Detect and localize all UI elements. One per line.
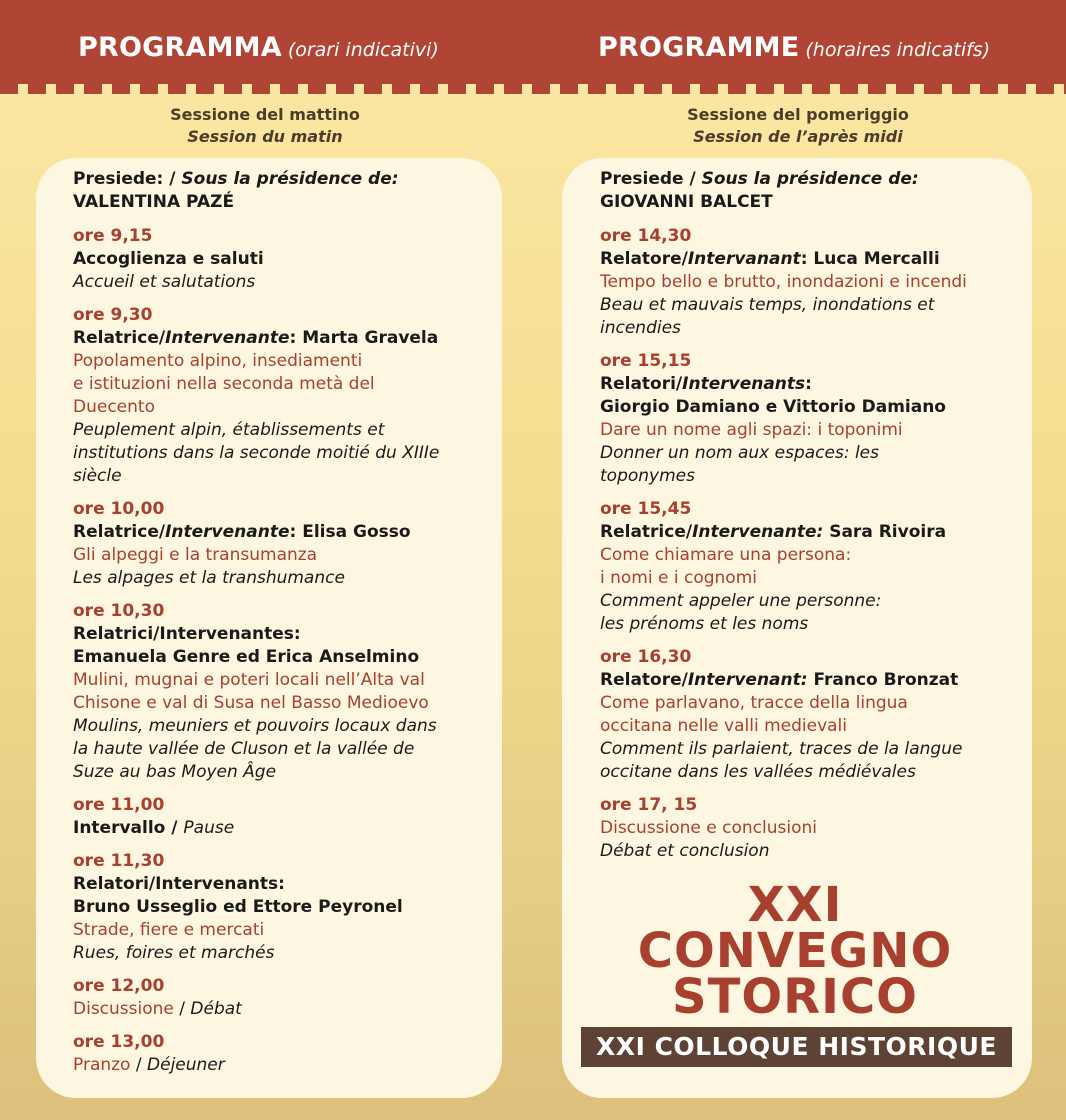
program-item	[600, 350, 1020, 488]
item-speakers: Giorgio Damiano e Vittorio Damiano	[600, 397, 946, 417]
item-speaker: Relatrice/Intervenante: Sara Rivoira	[600, 522, 947, 542]
presides-fr: Sous la présidence de:	[701, 169, 919, 189]
morning-program	[73, 168, 493, 1087]
item-speaker: Relatrice/Intervenante: Marta Gravela	[73, 328, 439, 348]
program-item	[73, 225, 493, 294]
item-title-it: Gli alpeggi e la transumanza	[73, 545, 318, 565]
item-time: ore 17, 15	[600, 795, 698, 815]
item-time: ore 13,00	[73, 1032, 165, 1052]
program-item	[73, 794, 493, 840]
program-item	[73, 850, 493, 965]
item-time: ore 11,00	[73, 795, 165, 815]
item-title-it: Popolamento alpino, insediamenti	[73, 351, 363, 371]
morning-session-title	[65, 104, 465, 148]
item-title-fr: incendies	[600, 318, 681, 338]
item-title-it: Chisone e val di Susa nel Basso Medioevo	[73, 693, 429, 713]
item-time: ore 10,00	[73, 499, 165, 519]
program-item	[600, 498, 1020, 636]
presides-it: Presiede: /	[73, 169, 182, 189]
presides-fr: Sous la présidence de:	[181, 169, 399, 189]
item-time: ore 11,30	[73, 851, 165, 871]
item-title-it: Dare un nome agli spazi: i toponimi	[600, 420, 903, 440]
item-title: Accoglienza e saluti	[73, 249, 264, 269]
item-speaker: Relatore/Intervanant: Luca Mercalli	[600, 249, 940, 269]
item-title-it: e istituzioni nella seconda metà del	[73, 374, 375, 394]
item-title-it: Come parlavano, tracce della lingua	[600, 693, 908, 713]
item-time: ore 9,30	[73, 305, 153, 325]
item-title-it: Strade, fiere e mercati	[73, 920, 265, 940]
programme-title	[598, 32, 990, 63]
program-item	[600, 794, 1020, 863]
program-item	[73, 975, 493, 1021]
item-time: ore 9,15	[73, 226, 153, 246]
event-title-line2: CONVEGNO	[637, 923, 953, 979]
item-speaker: Relatore/Intervenant: Franco Bronzat	[600, 670, 959, 690]
item-title-fr: siècle	[73, 466, 122, 486]
item-speakers: Bruno Usseglio ed Ettore Peyronel	[73, 897, 403, 917]
item-fr: Accueil et salutations	[73, 272, 256, 292]
program-item	[73, 498, 493, 590]
item-title-fr: Comment ils parlaient, traces de la langue	[600, 739, 963, 759]
event-title-line1: XXI	[747, 877, 843, 933]
item-time: ore 14,30	[600, 226, 692, 246]
item-role: Relatori/Intervenants:	[600, 374, 812, 394]
item-title-fr: Suze au bas Moyen Âge	[73, 762, 277, 782]
item-title-fr: toponymes	[600, 466, 695, 486]
program-item	[600, 646, 1020, 784]
item-title-it: Duecento	[73, 397, 155, 417]
banner-crenellation	[0, 84, 1066, 94]
item-title-fr: Comment appeler une personne:	[600, 591, 882, 611]
afternoon-session-title	[598, 104, 998, 148]
item-discussion: Discussione / Débat	[73, 999, 242, 1019]
item-title-fr: Débat et conclusion	[600, 841, 770, 861]
item-title-it: Mulini, mugnai e poteri locali nell’Alta val	[73, 670, 425, 690]
president-name: GIOVANNI BALCET	[600, 192, 773, 212]
program-item	[600, 225, 1020, 340]
session-fr: Session de l’après midi	[693, 127, 903, 146]
item-title-fr: Beau et mauvais temps, inondations et	[600, 295, 935, 315]
event-title	[590, 877, 1000, 1025]
item-time: ore 12,00	[73, 976, 165, 996]
item-speakers: Emanuela Genre ed Erica Anselmino	[73, 647, 420, 667]
item-time: ore 15,45	[600, 499, 692, 519]
item-title-fr: Donner un nom aux espaces: les	[600, 443, 879, 463]
item-title-fr: institutions dans la seconde moitié du XIIIe	[73, 443, 440, 463]
afternoon-program	[600, 168, 1020, 873]
item-title-fr: Moulins, meuniers et pouvoirs locaux dans	[73, 716, 437, 736]
item-role: Relatori/Intervenants:	[73, 874, 285, 894]
programme-heading: PROGRAMME	[598, 32, 800, 63]
program-item	[73, 304, 493, 488]
item-role: Relatrici/Intervenantes:	[73, 624, 301, 644]
president-name: VALENTINA PAZÉ	[73, 192, 235, 212]
item-title-it: Come chiamare una persona:	[600, 545, 852, 565]
afternoon-presidency	[600, 168, 1020, 214]
programma-title	[78, 32, 439, 63]
morning-presidency	[73, 168, 493, 214]
item-title-fr: les prénoms et les noms	[600, 614, 809, 634]
programma-subheading: (orari indicativi)	[287, 39, 439, 61]
programme-subheading: (horaires indicatifs)	[805, 39, 991, 61]
item-title-it: Tempo bello e brutto, inondazioni e incendi	[600, 272, 967, 292]
session-fr: Session du matin	[187, 127, 343, 146]
item-time: ore 15,15	[600, 351, 692, 371]
item-title-it: Discussione e conclusioni	[600, 818, 817, 838]
item-speaker: Relatrice/Intervenante: Elisa Gosso	[73, 522, 411, 542]
event-subtitle-badge: XXI COLLOQUE HISTORIQUE	[581, 1027, 1012, 1067]
program-item	[73, 1031, 493, 1077]
program-item	[73, 600, 493, 784]
item-title-fr: Les alpages et la transhumance	[73, 568, 345, 588]
session-it: Sessione del pomeriggio	[687, 105, 909, 124]
item-title-fr: Peuplement alpin, établissements et	[73, 420, 385, 440]
item-time: ore 16,30	[600, 647, 692, 667]
item-lunch: Pranzo / Déjeuner	[73, 1055, 225, 1075]
item-title-it: i nomi e i cognomi	[600, 568, 757, 588]
item-title-fr: Rues, foires et marchés	[73, 943, 275, 963]
presides-it: Presiede /	[600, 169, 702, 189]
item-title-fr: occitane dans les vallées médiévales	[600, 762, 916, 782]
item-title-fr: la haute vallée de Cluson et la vallée de	[73, 739, 415, 759]
programma-heading: PROGRAMMA	[78, 32, 282, 63]
item-time: ore 10,30	[73, 601, 165, 621]
session-it: Sessione del mattino	[170, 105, 360, 124]
event-title-line3: STORICO	[672, 969, 918, 1025]
item-break: Intervallo / Pause	[73, 818, 235, 838]
item-title-it: occitana nelle valli medievali	[600, 716, 848, 736]
